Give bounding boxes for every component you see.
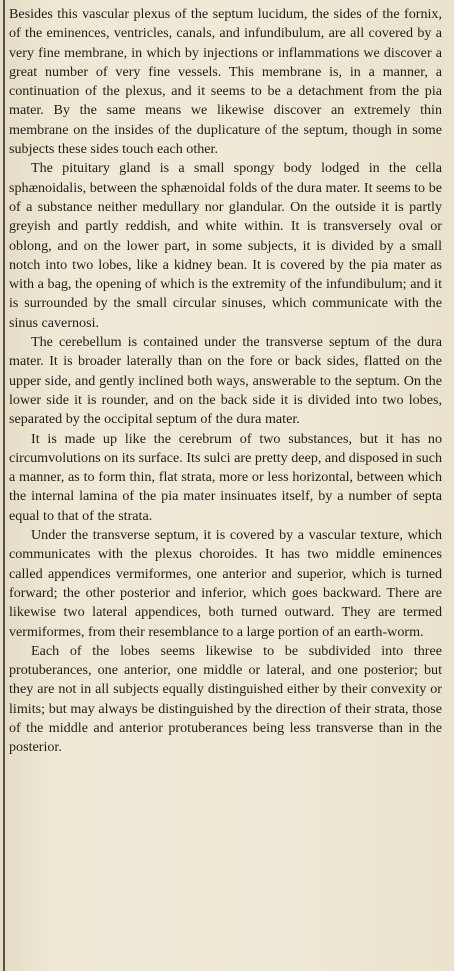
paragraph-substances: It is made up like the cerebrum of two substances, but it has no circumvolutions on its surface. Its sulci are pretty deep, and disposed in such a manner, as to form thin, flat strata, more or less horizontal, between which the internal lamina of the pia mater insinuates itself, by a number of septa equal to that of the strata. (9, 430, 442, 524)
paragraph-vascular-texture: Under the transverse septum, it is covered by a vascular texture, which communicates with the plexus choroides. It has two middle eminences called appendices vermiformes, one anterior and superior, which is turned forward; the other posterior and inferior, which goes backward. There are likewise two lateral appendices, both turned outward. They are termed vermiformes, from their resemblance to a large portion of an earth-worm. (9, 527, 442, 640)
paragraph-septum-lucidum: Besides this vascular plexus of the septum lucidum, the sides of the fornix, of the eminences, ventricles, canals, and infundibulum, are all covered by a very fine membrane, in which by injections or inflammations we discover a great number of very fine vessels. This membrane is, in a manner, a continuation of the plexus, and it seems to be a detachment from the pia mater. By the same means we likewise discover an extremely thin membrane on the insides of the duplicature of the septum, though in some subjects these sides touch each other. (9, 6, 442, 158)
paragraph-pituitary-gland: The pituitary gland is a small spongy body lodged in the cella sphænoidalis, between the sphænoidal folds of the dura mater. It seems to be of a substance neither medullary nor glandular. On the outside it is partly greyish and partly reddish, and white within. It is transversely oval or oblong, and on the lower part, in some subjects, it is divided by a small notch into two lobes, like a kidney bean. It is covered by the pia mater as with a bag, the opening of which is the extremity of the infundibulum; and it is surrounded by the small circular sinuses, which communicate with the sinus cavernosi. (9, 160, 442, 331)
text-column (9, 5, 442, 758)
paragraph-lobes: Each of the lobes seems likewise to be subdivided into three protuberances, one anterior, one middle or lateral, and one posterior; but they are not in all subjects equally distinguished either by their convexity or limits; but may always be distinguished by the direction of their strata, those of the middle and anterior protuberances being less transverse than in the posterior. (9, 642, 442, 756)
column-rule (3, 0, 5, 971)
paragraph-cerebellum: The cerebellum is contained under the transverse septum of the dura mater. It is broader laterally than on the fore or back sides, flatted on the upper side, and gently inclined both ways, answerable to the septum. On the lower side it is rounder, and on the back side it is divided into two lobes, separated by the occipital septum of the dura mater. (9, 334, 442, 428)
